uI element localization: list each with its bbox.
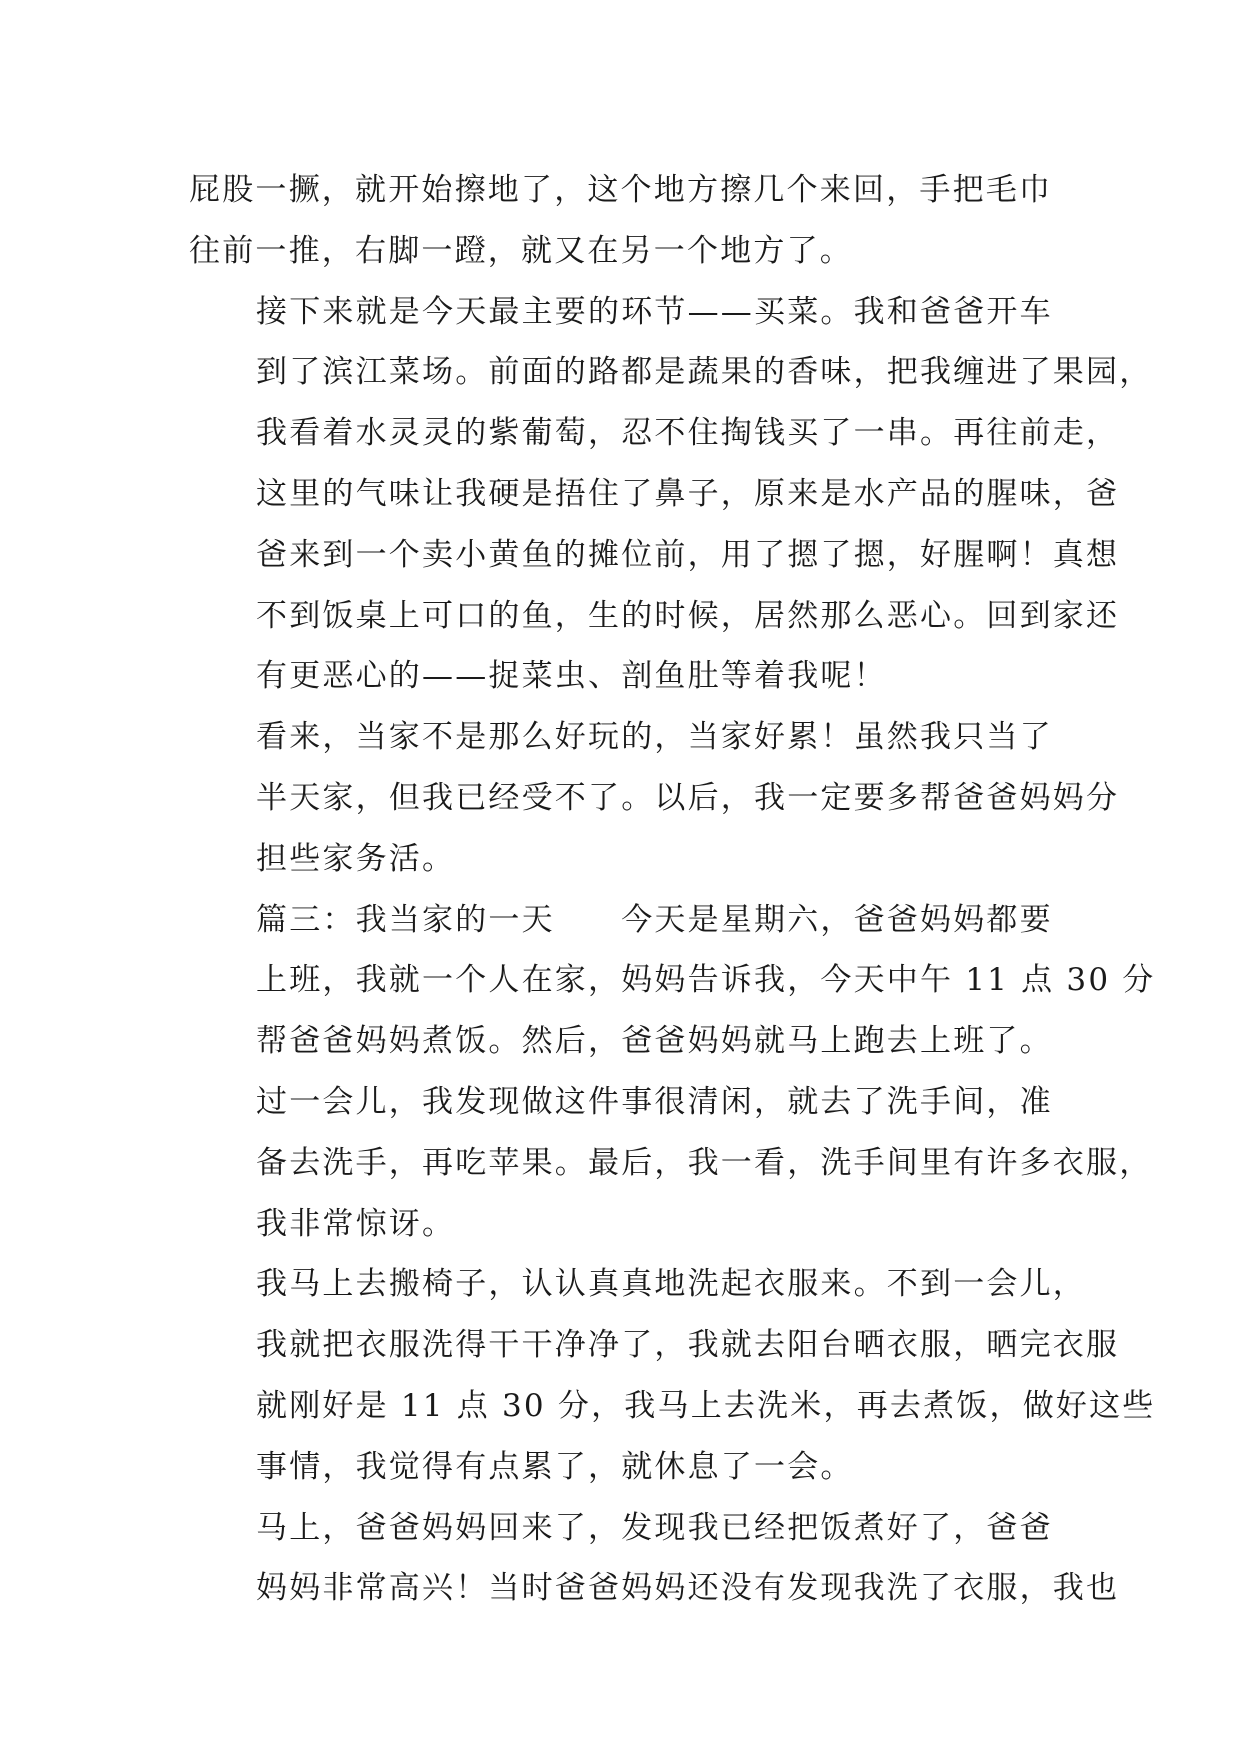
text-line: 妈妈非常高兴！当时爸爸妈妈还没有发现我洗了衣服，我也: [256, 1570, 1120, 1607]
text-line: 往前一推，右脚一蹬，就又在另一个地方了。: [189, 232, 853, 269]
paragraph: [189, 707, 1120, 889]
text-line: 备去洗手，再吃苹果。最后，我一看，洗手间里有许多衣服，: [256, 1144, 1153, 1181]
text-line: 到了滨江菜场。前面的路都是蔬果的香味，把我缠进了果园，: [256, 354, 1153, 391]
text-line: 屁股一撅，就开始擦地了，这个地方擦几个来回，手把毛巾: [189, 172, 1053, 208]
text-line: 过一会儿，我发现做这件事很清闲，就去了洗手间，准: [256, 1083, 1053, 1120]
text-line: 我就把衣服洗得干干净净了，我就去阳台晒衣服，晒完衣服: [256, 1327, 1120, 1364]
paragraph: [189, 1254, 1156, 1497]
text-line: 事情，我觉得有点累了，就休息了一会。: [256, 1448, 854, 1485]
text-line: 上班，我就一个人在家，妈妈告诉我，今天中午 11 点 30 分: [256, 962, 1156, 999]
text-line: 不到饭桌上可口的鱼，生的时候，居然那么恶心。回到家还: [256, 597, 1120, 634]
paragraph: [189, 1072, 1153, 1254]
text-line: 爸来到一个卖小黄鱼的摊位前，用了摁了摁，好腥啊！真想: [256, 536, 1120, 573]
text-line: 帮爸爸妈妈煮饭。然后，爸爸妈妈就马上跑去上班了。: [256, 1023, 1053, 1060]
paragraph: [189, 1498, 1120, 1620]
paragraph: [189, 890, 1156, 1072]
text-line: 马上，爸爸妈妈回来了，发现我已经把饭煮好了，爸爸: [256, 1509, 1053, 1546]
text-line: 我看着水灵灵的紫葡萄，忍不住掏钱买了一串。再往前走，: [256, 415, 1120, 452]
text-line: 篇三：我当家的一天 今天是星期六，爸爸妈妈都要: [256, 901, 1053, 938]
text-line: 就刚好是 11 点 30 分，我马上去洗米，再去煮饭，做好这些: [256, 1387, 1156, 1424]
text-line: 看来，当家不是那么好玩的，当家好累！虽然我只当了: [256, 719, 1053, 756]
text-line: 我马上去搬椅子，认认真真地洗起衣服来。不到一会儿，: [256, 1266, 1086, 1303]
text-line: 有更恶心的——捉菜虫、剖鱼肚等着我呢！: [256, 658, 887, 695]
paragraph: [189, 160, 1059, 282]
article-body: [189, 160, 1156, 1619]
text-line: 接下来就是今天最主要的环节——买菜。我和爸爸开车: [256, 293, 1053, 330]
text-line: 这里的气味让我硬是捂住了鼻子，原来是水产品的腥味，爸: [256, 475, 1120, 512]
paragraph: [189, 282, 1153, 708]
text-line: 担些家务活。: [256, 840, 456, 877]
text-line: 半天家，但我已经受不了。以后，我一定要多帮爸爸妈妈分: [256, 779, 1120, 816]
text-line: 我非常惊讶。: [256, 1205, 456, 1242]
